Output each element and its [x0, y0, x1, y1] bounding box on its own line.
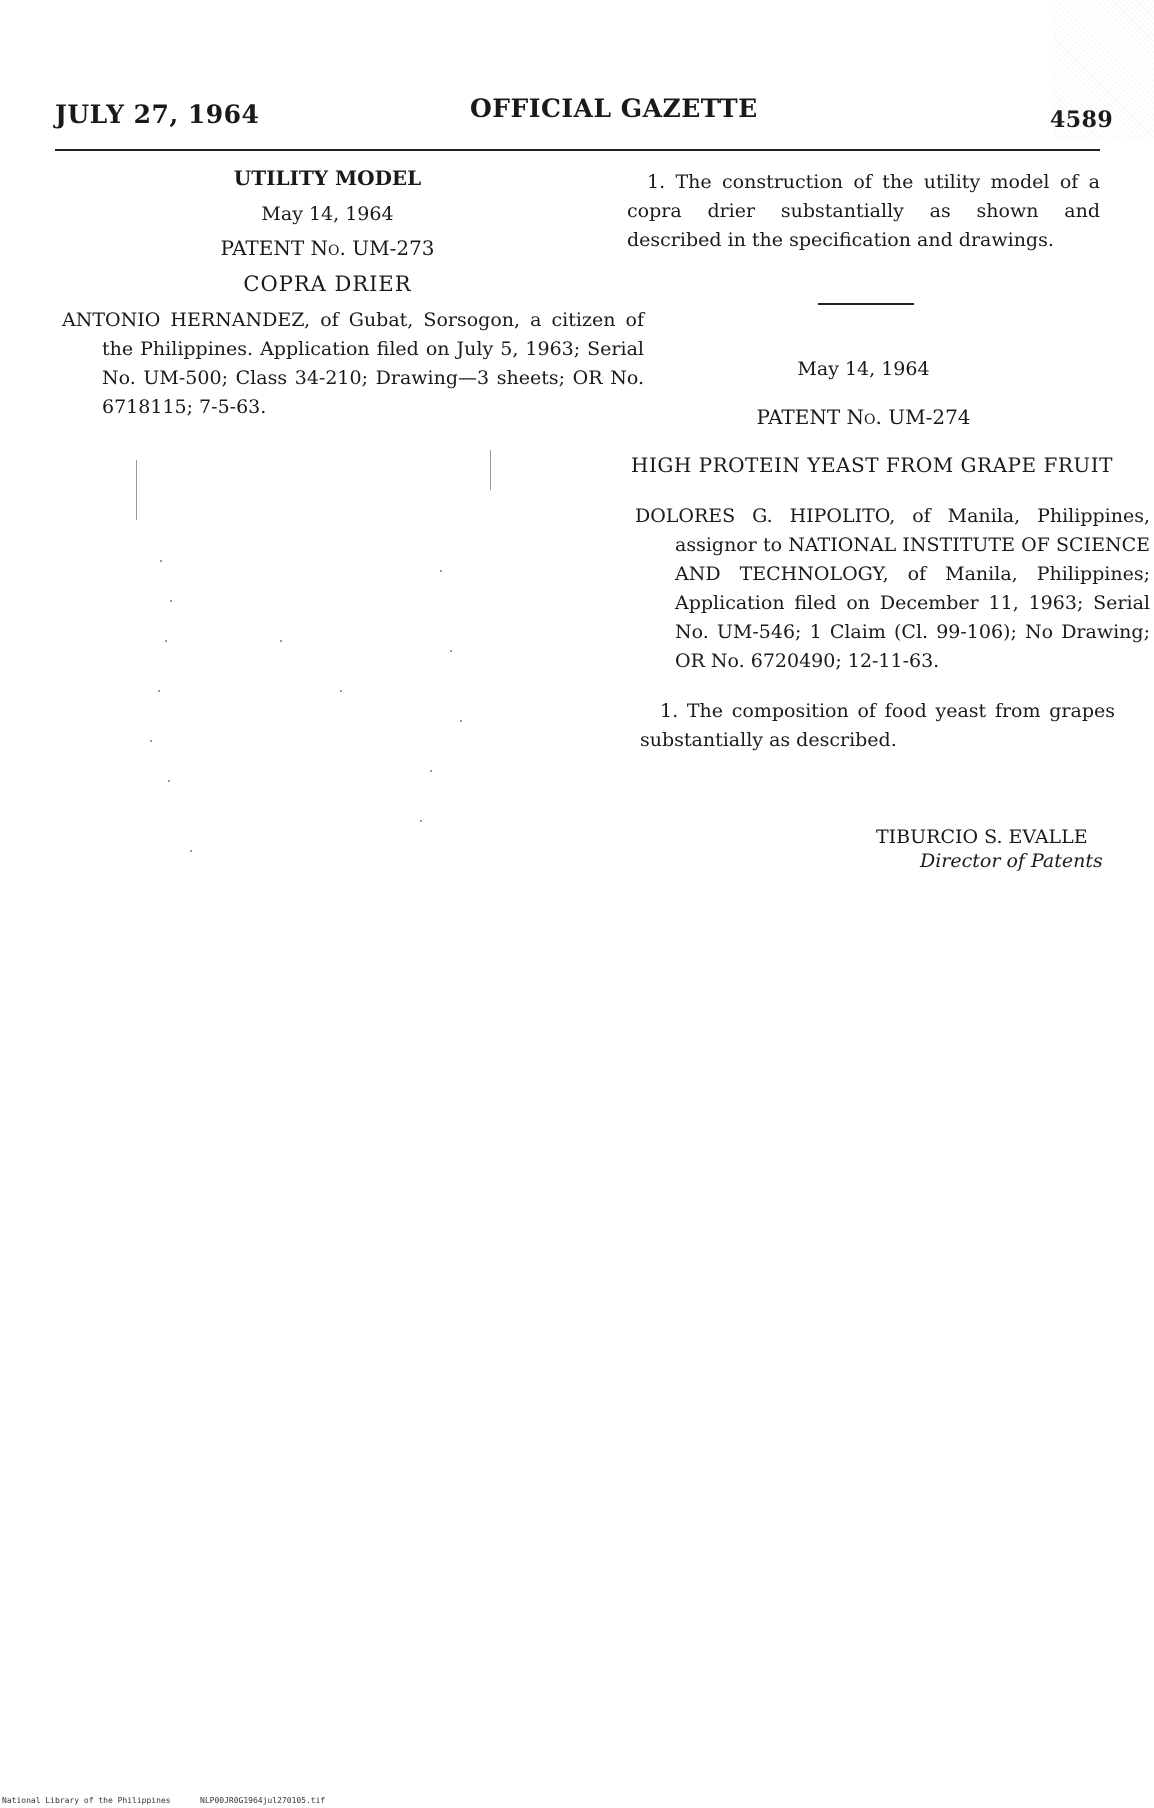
faded-drawing [130, 440, 530, 880]
patent-number-left: PATENT No. UM-273 [220, 236, 435, 260]
invention-title-left: COPRA DRIER [243, 272, 412, 296]
inventor-details-right-1: of Manila, Philippines, assignor to [675, 505, 1150, 556]
inventor-name-right: DOLORES G. HIPOLITO, [635, 505, 896, 527]
header-rule [55, 149, 1100, 151]
page-number: 4589 [1050, 107, 1114, 133]
patent-number-right: PATENT No. UM-274 [756, 405, 971, 429]
inventor-details-right-2: of Manila, Philippines; Application filed on December 11, 1963; Serial No. UM-546; 1 Claim (Cl. 99-106); No Drawing; OR No. 6720490; 12-11-63. [675, 563, 1150, 672]
patent-date-right: May 14, 1964 [797, 358, 930, 380]
invention-title-right: HIGH PROTEIN YEAST FROM GRAPE FRUIT [631, 453, 1113, 477]
claim-um-273: 1. The construction of the utility model of a copra drier substantially as shown and described in the specification and drawings. [627, 171, 1100, 251]
inventor-name-left: ANTONIO HERNANDEZ, [62, 309, 311, 331]
assignee-name: NATIONAL INSTITUTE OF SCIENCE AND TECHNOLOGY, [675, 534, 1150, 585]
patent-date-left: May 14, 1964 [261, 203, 394, 225]
publication-title: OFFICIAL GAZETTE [470, 94, 758, 123]
inventor-paragraph-right [635, 502, 1150, 676]
section-divider [818, 303, 914, 305]
signatory-name: TIBURCIO S. EVALLE [876, 826, 1088, 848]
footer-filename: NLP00JR0G1964jul270105.tif [200, 1796, 326, 1805]
footer-library: National Library of the Philippines [2, 1796, 171, 1805]
section-title: UTILITY MODEL [233, 166, 422, 190]
issue-date: JULY 27, 1964 [55, 100, 260, 129]
inventor-paragraph-left [62, 306, 644, 422]
claim-um-274: 1. The composition of food yeast from grapes substantially as described. [640, 700, 1115, 751]
signatory-title: Director of Patents [920, 850, 1103, 872]
inventor-details-left: of Gubat, Sorsogon, a citizen of the Philippines. Application filed on July 5, 1963; Serial No. UM-500; Class 34-210; Drawing—3 sheets; OR No. 6718115; 7-5-63. [102, 309, 645, 418]
